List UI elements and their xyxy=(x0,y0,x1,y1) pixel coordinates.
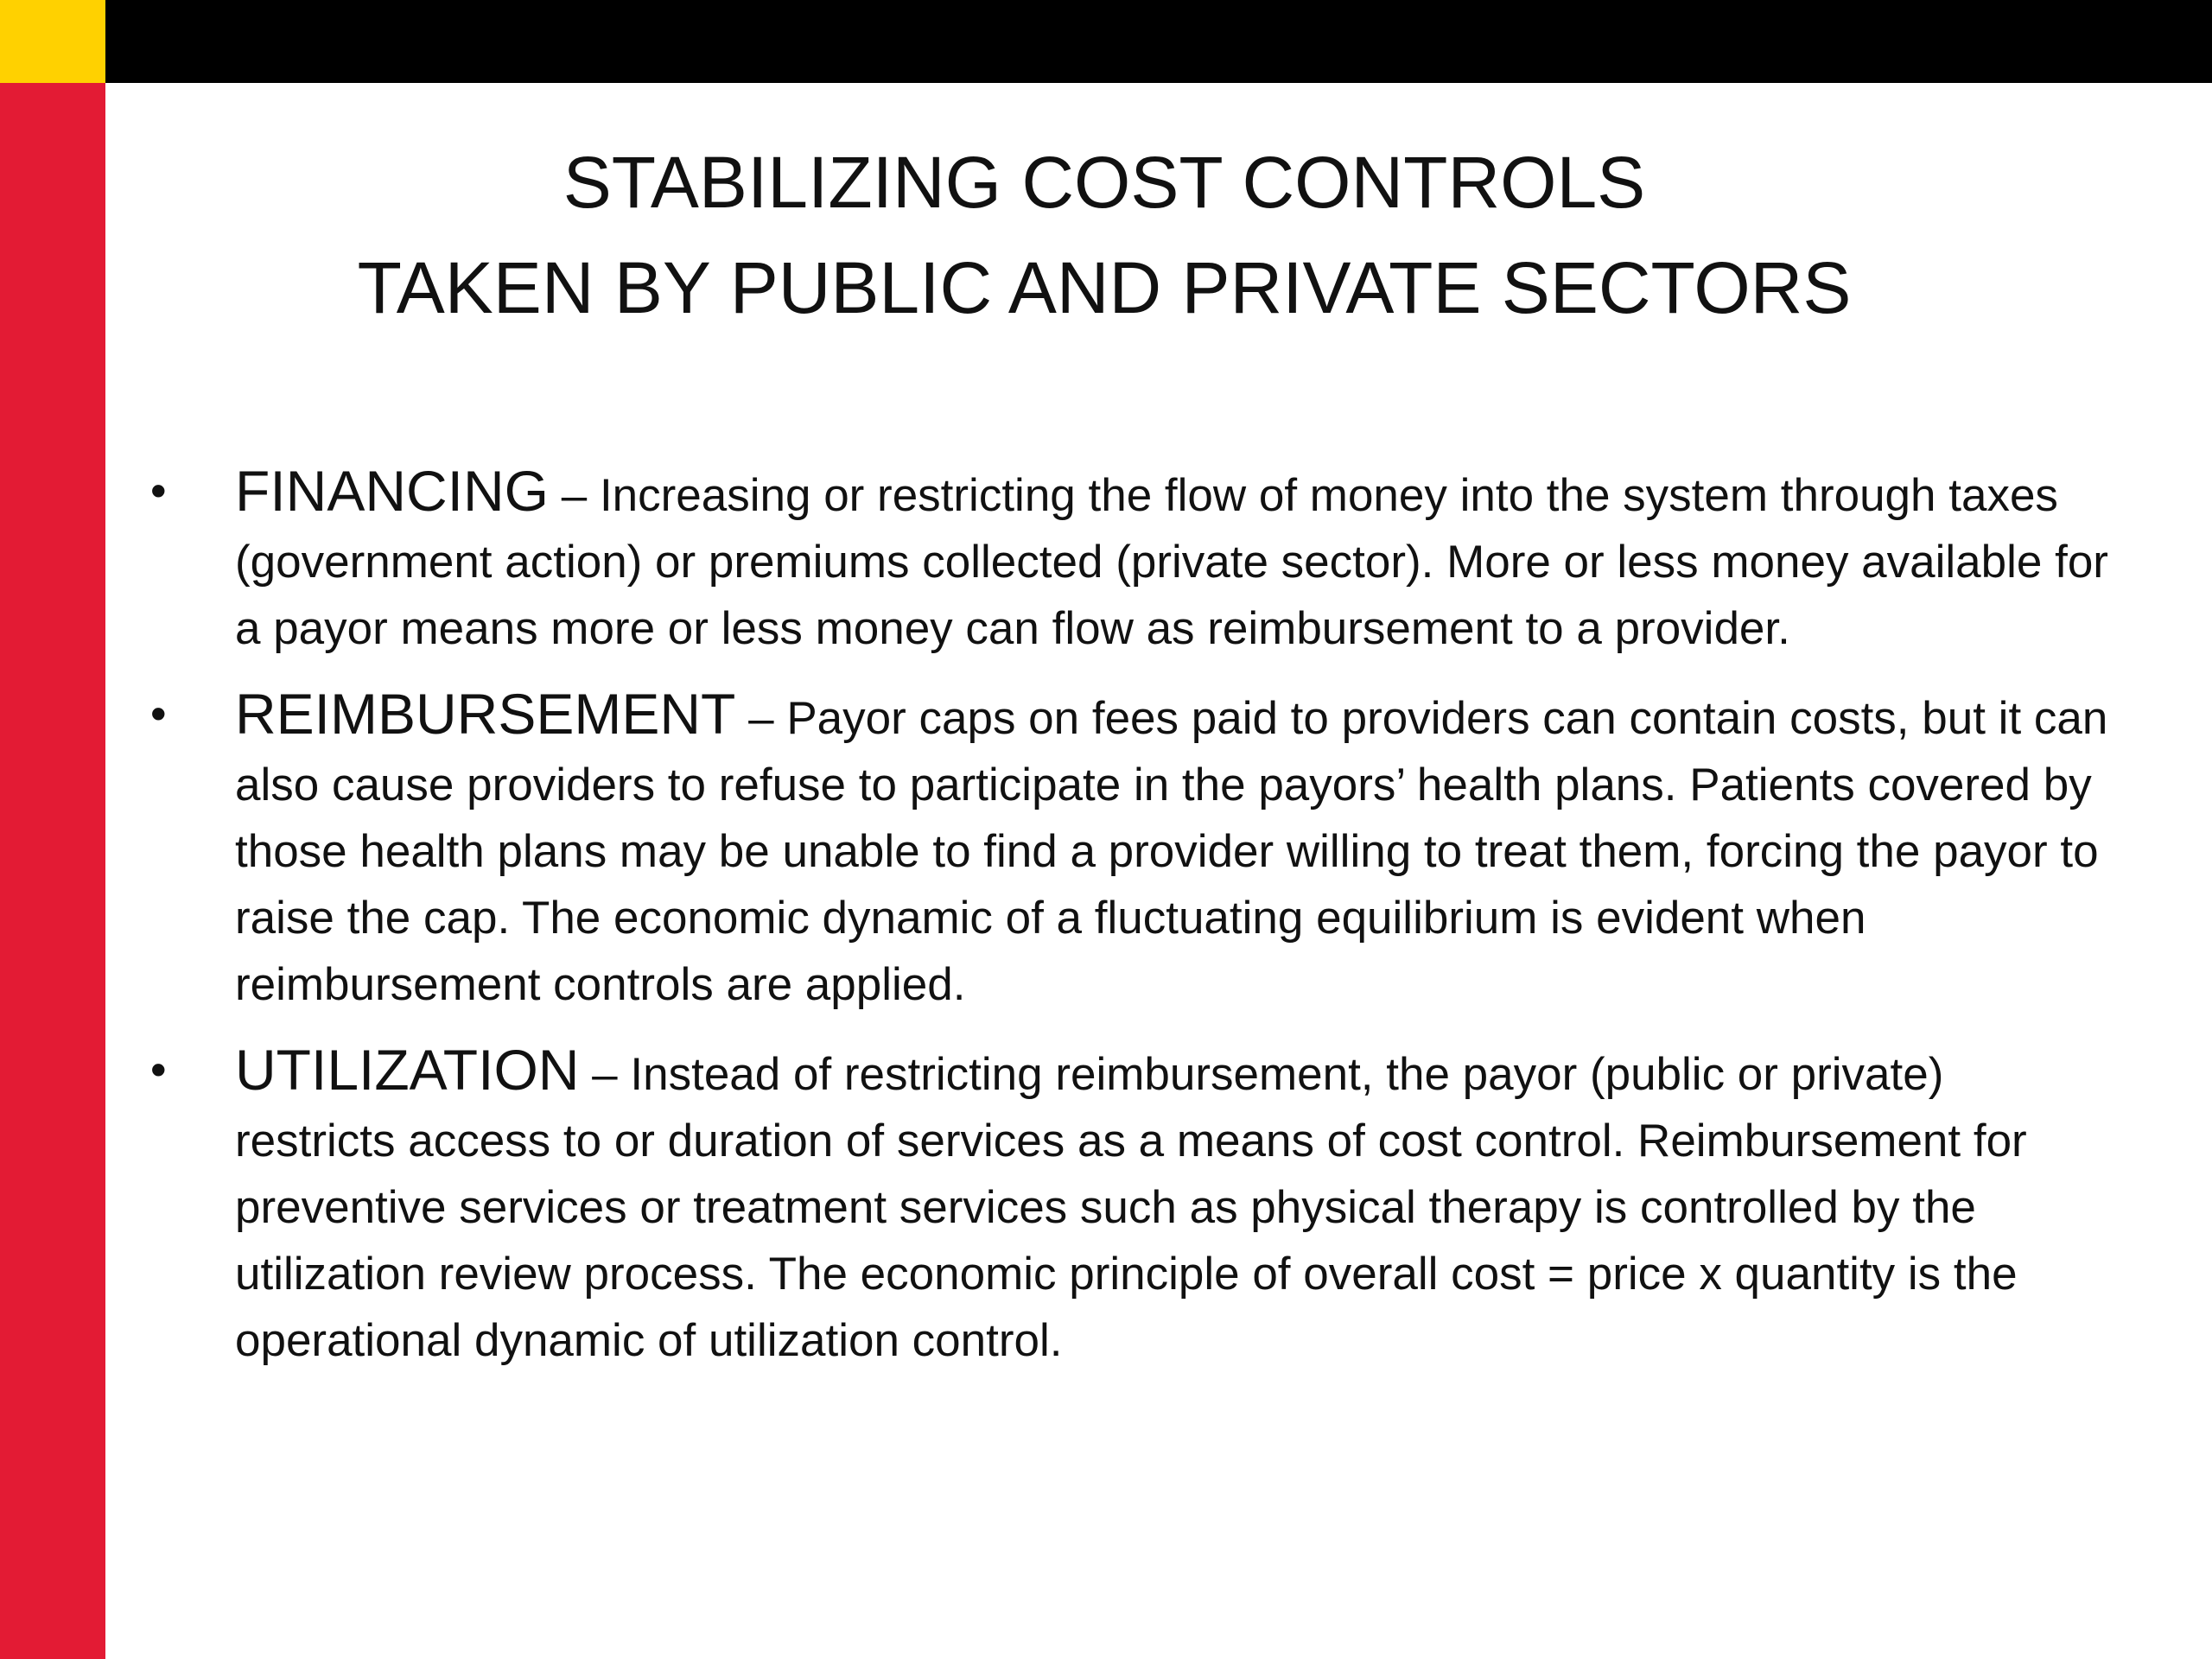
bullet-dash: – xyxy=(735,693,787,744)
title-line-1: STABILIZING COST CONTROLS xyxy=(563,142,1646,223)
bullet-dot-icon: • xyxy=(150,1045,167,1096)
bullet-dash: – xyxy=(549,470,600,521)
bullet-list xyxy=(147,458,2108,1393)
bullet-dot-icon: • xyxy=(150,689,167,740)
bullet-term: UTILIZATION xyxy=(235,1038,580,1102)
bullet-dot-icon: • xyxy=(150,466,167,517)
bullet-financing xyxy=(147,458,2108,662)
left-accent-bar xyxy=(0,83,105,1659)
bullet-utilization xyxy=(147,1037,2108,1374)
bullet-term: REIMBURSEMENT xyxy=(235,682,736,746)
slide-title xyxy=(105,130,2103,340)
bullet-text: Payor caps on fees paid to providers can contain costs, but it can also cause providers to refuse to participate in the payors’ health plans. Patients covered by those health plans may be unable to find a provider willing to treat them, forcing the payor to raise the cap. The economic dynamic of a fluctuating equilibrium is evident when reimbursement controls are applied. xyxy=(235,693,2108,1010)
corner-accent-block xyxy=(0,0,105,83)
bullet-dash: – xyxy=(579,1049,631,1100)
top-accent-bar xyxy=(105,0,2212,83)
bullet-text: Instead of restricting reimbursement, the payor (public or private) restricts access to or duration of services as a means of cost control. Reimbursement for preventive services or treatment services such as physical therapy is controlled by the utilization review process. The economic principle of overall cost = price x quantity is the operational dynamic of utilization control. xyxy=(235,1049,2027,1366)
bullet-text: Increasing or restricting the flow of money into the system through taxes (government action) or premiums collected (private sector). More or less money available for a payor means more or less money can flow as reimbursement to a provider. xyxy=(235,470,2108,654)
bullet-reimbursement xyxy=(147,681,2108,1018)
title-line-2: TAKEN BY PUBLIC AND PRIVATE SECTORS xyxy=(357,247,1852,328)
bullet-term: FINANCING xyxy=(235,459,549,523)
